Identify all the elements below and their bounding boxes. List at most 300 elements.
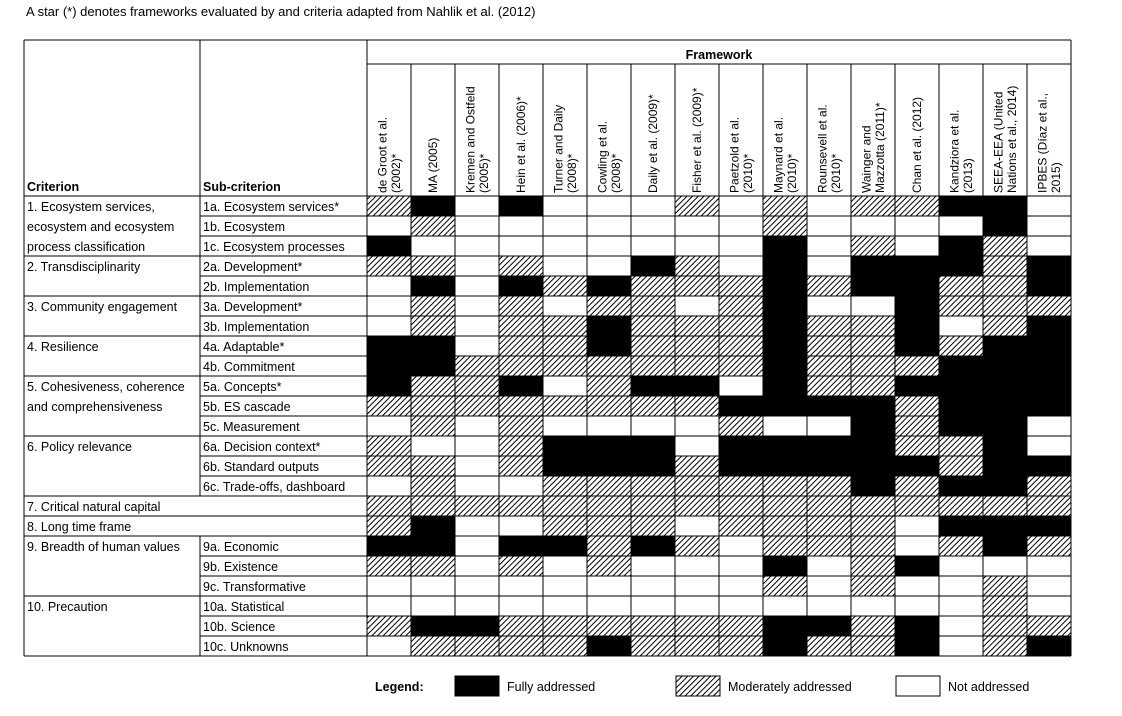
matrix-cell — [719, 596, 763, 616]
matrix-cell — [807, 396, 851, 416]
matrix-cell — [983, 456, 1027, 476]
matrix-cell — [851, 356, 895, 376]
matrix-cell — [543, 456, 587, 476]
matrix-cell — [631, 436, 675, 456]
matrix-cell — [983, 496, 1027, 516]
matrix-cell — [851, 456, 895, 476]
matrix-cell — [499, 616, 543, 636]
matrix-cell — [543, 316, 587, 336]
matrix-cell — [983, 416, 1027, 436]
matrix-cell — [807, 536, 851, 556]
subcriterion-label: 2a. Development* — [203, 260, 303, 274]
matrix-cell — [367, 436, 411, 456]
framework-name: Kremen and Ostfeld — [463, 86, 478, 193]
matrix-cell — [719, 256, 763, 276]
matrix-cell — [719, 496, 763, 516]
matrix-cell — [587, 496, 631, 516]
matrix-cell — [851, 516, 895, 536]
matrix-cell — [895, 356, 939, 376]
matrix-cell — [411, 556, 455, 576]
matrix-cell — [631, 236, 675, 256]
matrix-cell — [543, 436, 587, 456]
matrix-cell — [939, 516, 983, 536]
matrix-cell — [851, 416, 895, 436]
matrix-cell — [807, 456, 851, 476]
matrix-cell — [587, 616, 631, 636]
criterion-label: 4. Resilience — [27, 340, 99, 354]
matrix-cell — [719, 336, 763, 356]
matrix-cell — [939, 496, 983, 516]
matrix-cell — [1027, 616, 1071, 636]
matrix-cell — [631, 296, 675, 316]
matrix-cell — [807, 476, 851, 496]
legend — [375, 676, 1029, 696]
subcriterion-label: 6a. Decision context* — [203, 440, 321, 454]
subcriterion-label: 9a. Economic — [203, 540, 279, 554]
matrix-cell — [807, 516, 851, 536]
matrix-cell — [807, 556, 851, 576]
matrix-cell — [367, 616, 411, 636]
matrix-cell — [1027, 396, 1071, 416]
matrix-cell — [411, 196, 455, 216]
matrix-cell — [895, 516, 939, 536]
matrix-cell — [895, 496, 939, 516]
framework-name: (2010)* — [784, 153, 799, 193]
matrix-cell — [851, 316, 895, 336]
matrix-cell — [411, 596, 455, 616]
matrix-cell — [499, 596, 543, 616]
matrix-cell — [367, 196, 411, 216]
matrix-cell — [455, 316, 499, 336]
matrix-cell — [499, 496, 543, 516]
matrix-cell — [587, 256, 631, 276]
subcriterion-label: 3a. Development* — [203, 300, 303, 314]
matrix-cell — [719, 556, 763, 576]
matrix-cell — [983, 296, 1027, 316]
matrix-cell — [939, 396, 983, 416]
criterion-label: 3. Community engagement — [27, 300, 178, 314]
matrix-cell — [631, 616, 675, 636]
matrix-cell — [807, 636, 851, 656]
matrix-cell — [499, 396, 543, 416]
matrix-cell — [675, 216, 719, 236]
matrix-cell — [499, 256, 543, 276]
framework-name: 2015) — [1048, 162, 1063, 193]
matrix-cell — [499, 236, 543, 256]
matrix-cell — [455, 576, 499, 596]
matrix-cell — [411, 576, 455, 596]
matrix-cell — [411, 416, 455, 436]
matrix-cell — [675, 316, 719, 336]
matrix-cell — [895, 476, 939, 496]
matrix-cell — [939, 196, 983, 216]
legend-swatch — [896, 676, 940, 696]
subcriterion-label: 5a. Concepts* — [203, 380, 282, 394]
matrix-cell — [455, 196, 499, 216]
framework-name: (2005)* — [476, 153, 491, 193]
matrix-cell — [631, 536, 675, 556]
matrix-cell — [763, 516, 807, 536]
matrix-cell — [807, 436, 851, 456]
matrix-cell — [587, 296, 631, 316]
matrix-cell — [587, 436, 631, 456]
subcriterion-label: 9b. Existence — [203, 560, 279, 574]
framework-name: (2010)* — [828, 153, 843, 193]
matrix-cell — [719, 636, 763, 656]
matrix-cell — [631, 416, 675, 436]
matrix-cell — [939, 596, 983, 616]
matrix-cell — [939, 476, 983, 496]
matrix-cell — [499, 216, 543, 236]
subcriterion-label: 1a. Ecosystem services* — [203, 200, 340, 214]
matrix-cell — [411, 396, 455, 416]
matrix-cell — [851, 536, 895, 556]
matrix-cell — [543, 616, 587, 636]
matrix-cell — [587, 556, 631, 576]
framework-name: MA (2005) — [426, 137, 440, 193]
matrix-cell — [895, 196, 939, 216]
matrix-cell — [499, 516, 543, 536]
matrix-cell — [631, 516, 675, 536]
matrix-cell — [587, 196, 631, 216]
matrix-cell — [367, 496, 411, 516]
matrix-cell — [851, 276, 895, 296]
matrix-cell — [807, 236, 851, 256]
matrix-cell — [851, 496, 895, 516]
matrix-cell — [983, 256, 1027, 276]
matrix-cell — [675, 436, 719, 456]
matrix-cell — [763, 356, 807, 376]
matrix-cell — [983, 616, 1027, 636]
matrix-cell — [587, 376, 631, 396]
matrix-cell — [411, 456, 455, 476]
subcriterion-header: Sub-criterion — [203, 180, 281, 194]
matrix-cell — [719, 436, 763, 456]
matrix-cell — [631, 276, 675, 296]
matrix-cell — [675, 636, 719, 656]
matrix-cell — [1027, 256, 1071, 276]
matrix-cell — [895, 236, 939, 256]
matrix-cell — [1027, 316, 1071, 336]
matrix-cell — [367, 396, 411, 416]
matrix-cell — [367, 376, 411, 396]
matrix-cell — [455, 356, 499, 376]
matrix-cell — [807, 376, 851, 396]
matrix-cell — [367, 236, 411, 256]
matrix-cell — [719, 476, 763, 496]
matrix-cell — [851, 636, 895, 656]
footnote-star: A star (*) denotes frameworks evaluated by and criteria adapted from Nahlik et al. (2012) — [26, 4, 536, 19]
legend-label: Not addressed — [948, 680, 1030, 694]
matrix-cell — [367, 476, 411, 496]
framework-name: Turner and Daily — [551, 104, 566, 193]
matrix-cell — [675, 456, 719, 476]
matrix-cell — [455, 596, 499, 616]
matrix-cell — [367, 296, 411, 316]
matrix-cell — [675, 276, 719, 296]
framework-name: Hein et al. (2006)* — [514, 96, 528, 193]
matrix-cell — [983, 216, 1027, 236]
matrix-cell — [367, 356, 411, 376]
matrix-cell — [807, 296, 851, 316]
matrix-cell — [807, 356, 851, 376]
matrix-cell — [807, 336, 851, 356]
matrix-cell — [719, 516, 763, 536]
matrix-cell — [631, 376, 675, 396]
matrix-cell — [895, 216, 939, 236]
framework-name: de Groot et al. — [375, 116, 390, 193]
matrix-cell — [543, 596, 587, 616]
matrix-cell — [895, 616, 939, 636]
matrix-cell — [763, 416, 807, 436]
matrix-cell — [851, 376, 895, 396]
matrix-cell — [499, 416, 543, 436]
matrix-cell — [543, 536, 587, 556]
matrix-cell — [851, 576, 895, 596]
matrix-cell — [939, 536, 983, 556]
matrix-cell — [939, 316, 983, 336]
matrix-cell — [675, 476, 719, 496]
matrix-cell — [411, 476, 455, 496]
matrix-cell — [587, 236, 631, 256]
matrix-cell — [587, 316, 631, 336]
legend-label: Moderately addressed — [728, 680, 852, 694]
matrix-cell — [983, 196, 1027, 216]
matrix-cell — [719, 396, 763, 416]
matrix-cell — [631, 456, 675, 476]
matrix-cell — [631, 576, 675, 596]
matrix-cell — [675, 396, 719, 416]
matrix-cell — [411, 236, 455, 256]
framework-name: Chan et al. (2012) — [910, 96, 924, 193]
matrix-cell — [1027, 496, 1071, 516]
matrix-cell — [499, 476, 543, 496]
matrix-cell — [455, 556, 499, 576]
matrix-cell — [675, 256, 719, 276]
legend-swatch — [676, 676, 720, 696]
criterion-label: 8. Long time frame — [27, 520, 132, 534]
matrix-cell — [1027, 516, 1071, 536]
matrix-cell — [631, 556, 675, 576]
matrix-cell — [631, 476, 675, 496]
criterion-label: 9. Breadth of human values — [27, 540, 180, 554]
matrix-cell — [807, 496, 851, 516]
matrix-cell — [763, 296, 807, 316]
matrix-cell — [675, 416, 719, 436]
matrix-cell — [543, 336, 587, 356]
matrix-cell — [763, 376, 807, 396]
matrix-cell — [455, 496, 499, 516]
subcriterion-label: 3b. Implementation — [203, 320, 310, 334]
matrix-cell — [367, 416, 411, 436]
matrix-cell — [851, 256, 895, 276]
matrix-cell — [1027, 456, 1071, 476]
framework-name: Paetzold et al. — [727, 116, 742, 193]
matrix-cell — [939, 556, 983, 576]
matrix-cell — [719, 416, 763, 436]
framework-name: (2010)* — [740, 153, 755, 193]
matrix-cell — [895, 556, 939, 576]
matrix-cell — [983, 476, 1027, 496]
matrix-cell — [763, 616, 807, 636]
matrix-cell — [895, 336, 939, 356]
framework-name: (2013) — [960, 158, 975, 193]
matrix-cell — [675, 336, 719, 356]
matrix-cell — [455, 516, 499, 536]
matrix-cell — [631, 196, 675, 216]
matrix-cell — [499, 576, 543, 596]
matrix-cell — [587, 336, 631, 356]
framework-name: Wainger and — [859, 125, 874, 193]
matrix-cell — [719, 576, 763, 596]
subcriterion-label: 10a. Statistical — [203, 600, 285, 614]
matrix-cell — [367, 576, 411, 596]
matrix-cell — [1027, 276, 1071, 296]
matrix-cell — [851, 216, 895, 236]
matrix-cell — [763, 496, 807, 516]
matrix-cell — [499, 536, 543, 556]
matrix-cell — [939, 436, 983, 456]
matrix-cell — [983, 356, 1027, 376]
matrix-cell — [939, 636, 983, 656]
matrix-cell — [631, 216, 675, 236]
framework-name: Fisher et al. (2009)* — [690, 87, 704, 193]
framework-name: Cowling et al. — [595, 120, 610, 193]
matrix-cell — [367, 456, 411, 476]
matrix-cell — [983, 536, 1027, 556]
matrix-cell — [455, 536, 499, 556]
matrix-cell — [851, 596, 895, 616]
matrix-cell — [543, 476, 587, 496]
matrix-cell — [983, 316, 1027, 336]
matrix-cell — [1027, 336, 1071, 356]
matrix-cell — [719, 536, 763, 556]
matrix-cell — [1027, 576, 1071, 596]
matrix-cell — [587, 576, 631, 596]
matrix-cell — [895, 456, 939, 476]
matrix-cell — [367, 316, 411, 336]
matrix-cell — [895, 636, 939, 656]
matrix-cell — [763, 476, 807, 496]
matrix-cell — [719, 236, 763, 256]
matrix-cell — [939, 456, 983, 476]
matrix-cell — [807, 416, 851, 436]
matrix-cell — [983, 556, 1027, 576]
matrix-cell — [895, 596, 939, 616]
criterion-label: ecosystem and ecosystem — [27, 220, 175, 234]
matrix-cell — [543, 396, 587, 416]
matrix-cell — [851, 396, 895, 416]
matrix-cell — [719, 456, 763, 476]
matrix-cell — [411, 616, 455, 636]
matrix-cell — [543, 556, 587, 576]
matrix-cell — [499, 556, 543, 576]
matrix-cell — [675, 496, 719, 516]
matrix-cell — [631, 396, 675, 416]
matrix-cell — [895, 276, 939, 296]
matrix-cell — [1027, 536, 1071, 556]
matrix-cell — [939, 616, 983, 636]
matrix-cell — [455, 476, 499, 496]
matrix-cell — [367, 556, 411, 576]
criterion-label: 10. Precaution — [27, 600, 108, 614]
framework-name: Maynard et al. — [771, 116, 786, 193]
matrix-cell — [983, 376, 1027, 396]
matrix-cell — [675, 376, 719, 396]
matrix-cell — [587, 216, 631, 236]
matrix-cell — [543, 256, 587, 276]
matrix-cell — [851, 196, 895, 216]
matrix-cell — [1027, 416, 1071, 436]
matrix-cell — [631, 356, 675, 376]
matrix-cell — [983, 236, 1027, 256]
matrix-cell — [939, 256, 983, 276]
matrix-cell — [1027, 636, 1071, 656]
matrix-cell — [455, 236, 499, 256]
matrix-cell — [499, 316, 543, 336]
matrix-cell — [543, 216, 587, 236]
matrix-cell — [455, 616, 499, 636]
matrix-cell — [587, 356, 631, 376]
matrix-cell — [411, 296, 455, 316]
matrix-cell — [983, 516, 1027, 536]
matrix-cell — [499, 456, 543, 476]
matrix-cell — [455, 636, 499, 656]
matrix-cell — [939, 216, 983, 236]
matrix-cell — [675, 356, 719, 376]
matrix-cell — [763, 636, 807, 656]
matrix-cell — [631, 316, 675, 336]
matrix-cell — [983, 436, 1027, 456]
matrix-cell — [719, 276, 763, 296]
matrix-cell — [543, 496, 587, 516]
matrix-cell — [411, 496, 455, 516]
matrix-cell — [763, 596, 807, 616]
matrix-cell — [499, 276, 543, 296]
matrix-cell — [939, 356, 983, 376]
criterion-label: and comprehensiveness — [27, 400, 163, 414]
criterion-label: process classification — [27, 240, 146, 254]
matrix-cell — [1027, 376, 1071, 396]
framework-name: Nations et al., 2014) — [1004, 85, 1019, 193]
criterion-header: Criterion — [27, 180, 80, 194]
matrix-cell — [587, 636, 631, 656]
subcriterion-label: 5c. Measurement — [203, 420, 300, 434]
matrix-cell — [411, 276, 455, 296]
criterion-label: 7. Critical natural capital — [27, 500, 161, 514]
framework-name: Daily et al. (2009)* — [646, 94, 660, 193]
matrix-cell — [807, 316, 851, 336]
matrix-cell — [587, 396, 631, 416]
matrix-cell — [807, 196, 851, 216]
matrix-cell — [895, 256, 939, 276]
matrix-cell — [895, 316, 939, 336]
matrix-cell — [763, 556, 807, 576]
matrix-cell — [763, 196, 807, 216]
matrix-cell — [455, 296, 499, 316]
matrix-cell — [367, 636, 411, 656]
matrix-cell — [367, 276, 411, 296]
matrix-cell — [895, 296, 939, 316]
matrix-cell — [851, 476, 895, 496]
matrix-cell — [411, 536, 455, 556]
matrix-cell — [367, 256, 411, 276]
matrix-cell — [543, 296, 587, 316]
matrix-cell — [675, 296, 719, 316]
matrix-cell — [939, 576, 983, 596]
matrix-cell — [719, 616, 763, 636]
matrix-cell — [939, 236, 983, 256]
